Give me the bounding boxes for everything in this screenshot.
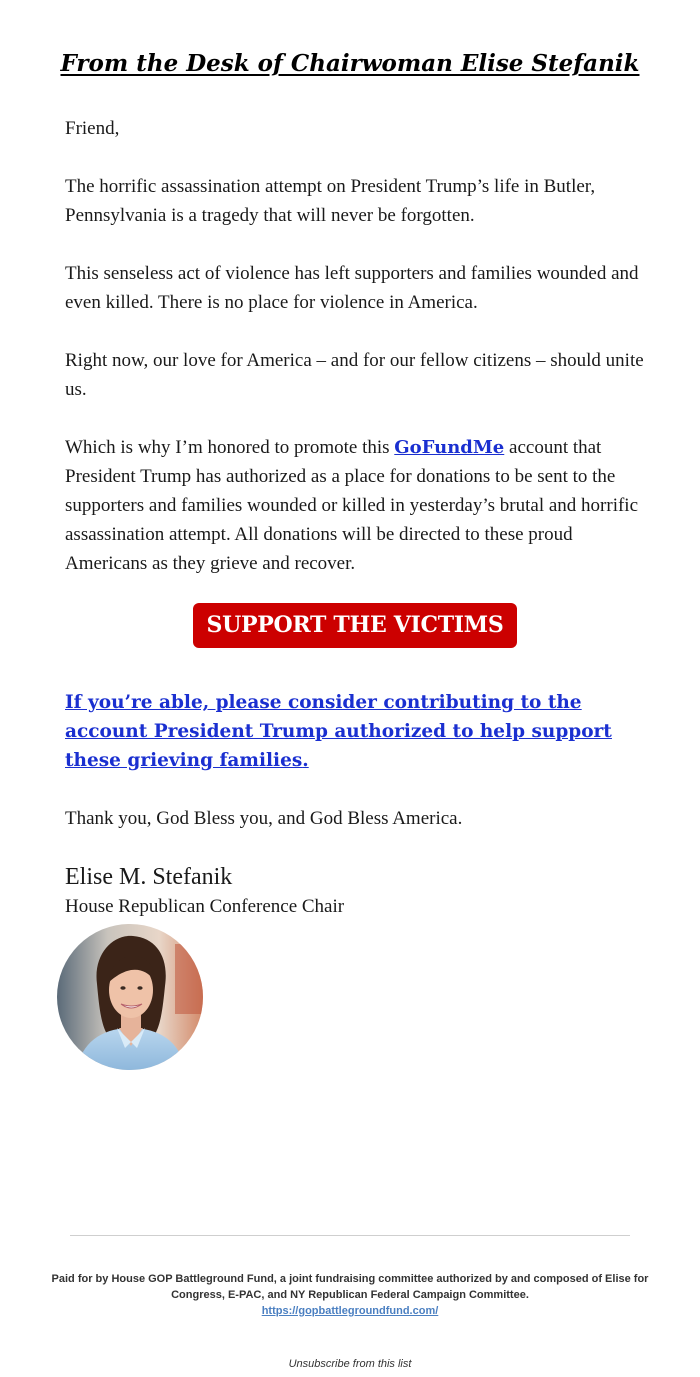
unsubscribe-link[interactable]: Unsubscribe from this list [288,1358,412,1370]
footer-divider [70,1235,630,1236]
body-paragraph-3: Right now, our love for America – and for our fellow citizens – should unite us. [65,350,644,400]
contribute-link[interactable]: If you’re able, please consider contributing to the account President Trump authorized to help support these grieving families [65,692,612,771]
avatar [57,924,203,1070]
email-heading: From the Desk of Chairwoman Elise Stefanik [60,50,640,77]
paragraph-4-text-after: account that President Trump has authorized as a place for donations to be sent to the supporters and families wounded or killed in yesterday’s brutal and horrific assassination attempt. All donations will be directed to these proud Americans as they grieve and recover. [65,437,639,574]
battleground-fund-link[interactable]: https://gopbattlegroundfund.com/ [261,1305,439,1317]
contribute-paragraph [65,688,645,775]
gofundme-link[interactable]: GoFundMe [394,437,505,458]
paid-for-by-text: Paid for by House GOP Battleground Fund, a joint fundraising committee authorized by and composed of Elise for Congress, E-PAC, and NY Republican Federal Campaign Committee. [51,1273,649,1301]
contribute-period: . [302,750,309,771]
footer-disclaimer [40,1271,660,1319]
body-paragraph-2: This senseless act of violence has left supporters and families wounded and even killed. There is no place for violence in America. [65,263,639,313]
greeting: Friend, [65,118,120,139]
email-body [65,114,645,921]
portrait-image [57,924,203,1070]
closing-line: Thank you, God Bless you, and God Bless America. [65,808,463,829]
body-paragraph-4 [65,433,645,578]
paragraph-4-text-before: Which is why I’m honored to promote this [65,437,395,458]
support-victims-button[interactable]: SUPPORT THE VICTIMS [193,603,518,648]
cta-container [65,603,645,648]
signature-title: House Republican Conference Chair [65,896,345,917]
body-paragraph-1: The horrific assassination attempt on President Trump’s life in Butler, Pennsylvania is a tragedy that will never be forgotten. [65,176,596,226]
signature-name: Elise M. Stefanik [65,864,233,890]
